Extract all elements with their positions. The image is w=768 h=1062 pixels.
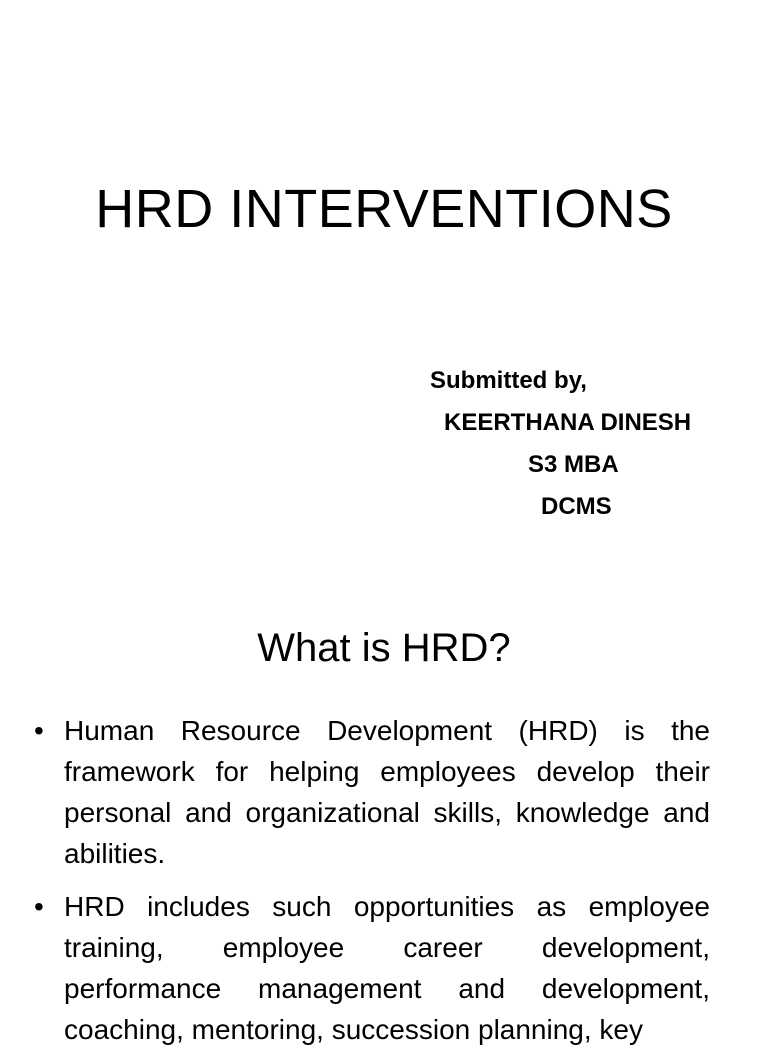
content-slide	[0, 576, 768, 1045]
bullet-glyph: •	[34, 715, 44, 746]
submitted-by-label: Submitted by,	[430, 367, 587, 394]
author-name: KEERTHANA DINESH	[444, 409, 692, 436]
bullet-text: HRD includes such opportunities as employee training, employee career development, performance management and development, coaching, mentoring, succession planning, key	[64, 891, 710, 1045]
bullet-glyph: •	[34, 891, 44, 922]
bullet-text: Human Resource Development (HRD) is the framework for helping employees develop their personal and organizational skills, knowledge and abilities.	[64, 715, 710, 869]
presentation-title: HRD INTERVENTIONS	[95, 179, 673, 239]
bullet-item	[34, 710, 710, 874]
slide-title: What is HRD?	[257, 626, 511, 670]
submitted-by-block	[430, 360, 730, 528]
author-class: S3 MBA	[528, 451, 619, 478]
bullet-item	[34, 886, 710, 1050]
author-institution: DCMS	[541, 493, 612, 520]
bullet-list	[0, 710, 768, 1062]
